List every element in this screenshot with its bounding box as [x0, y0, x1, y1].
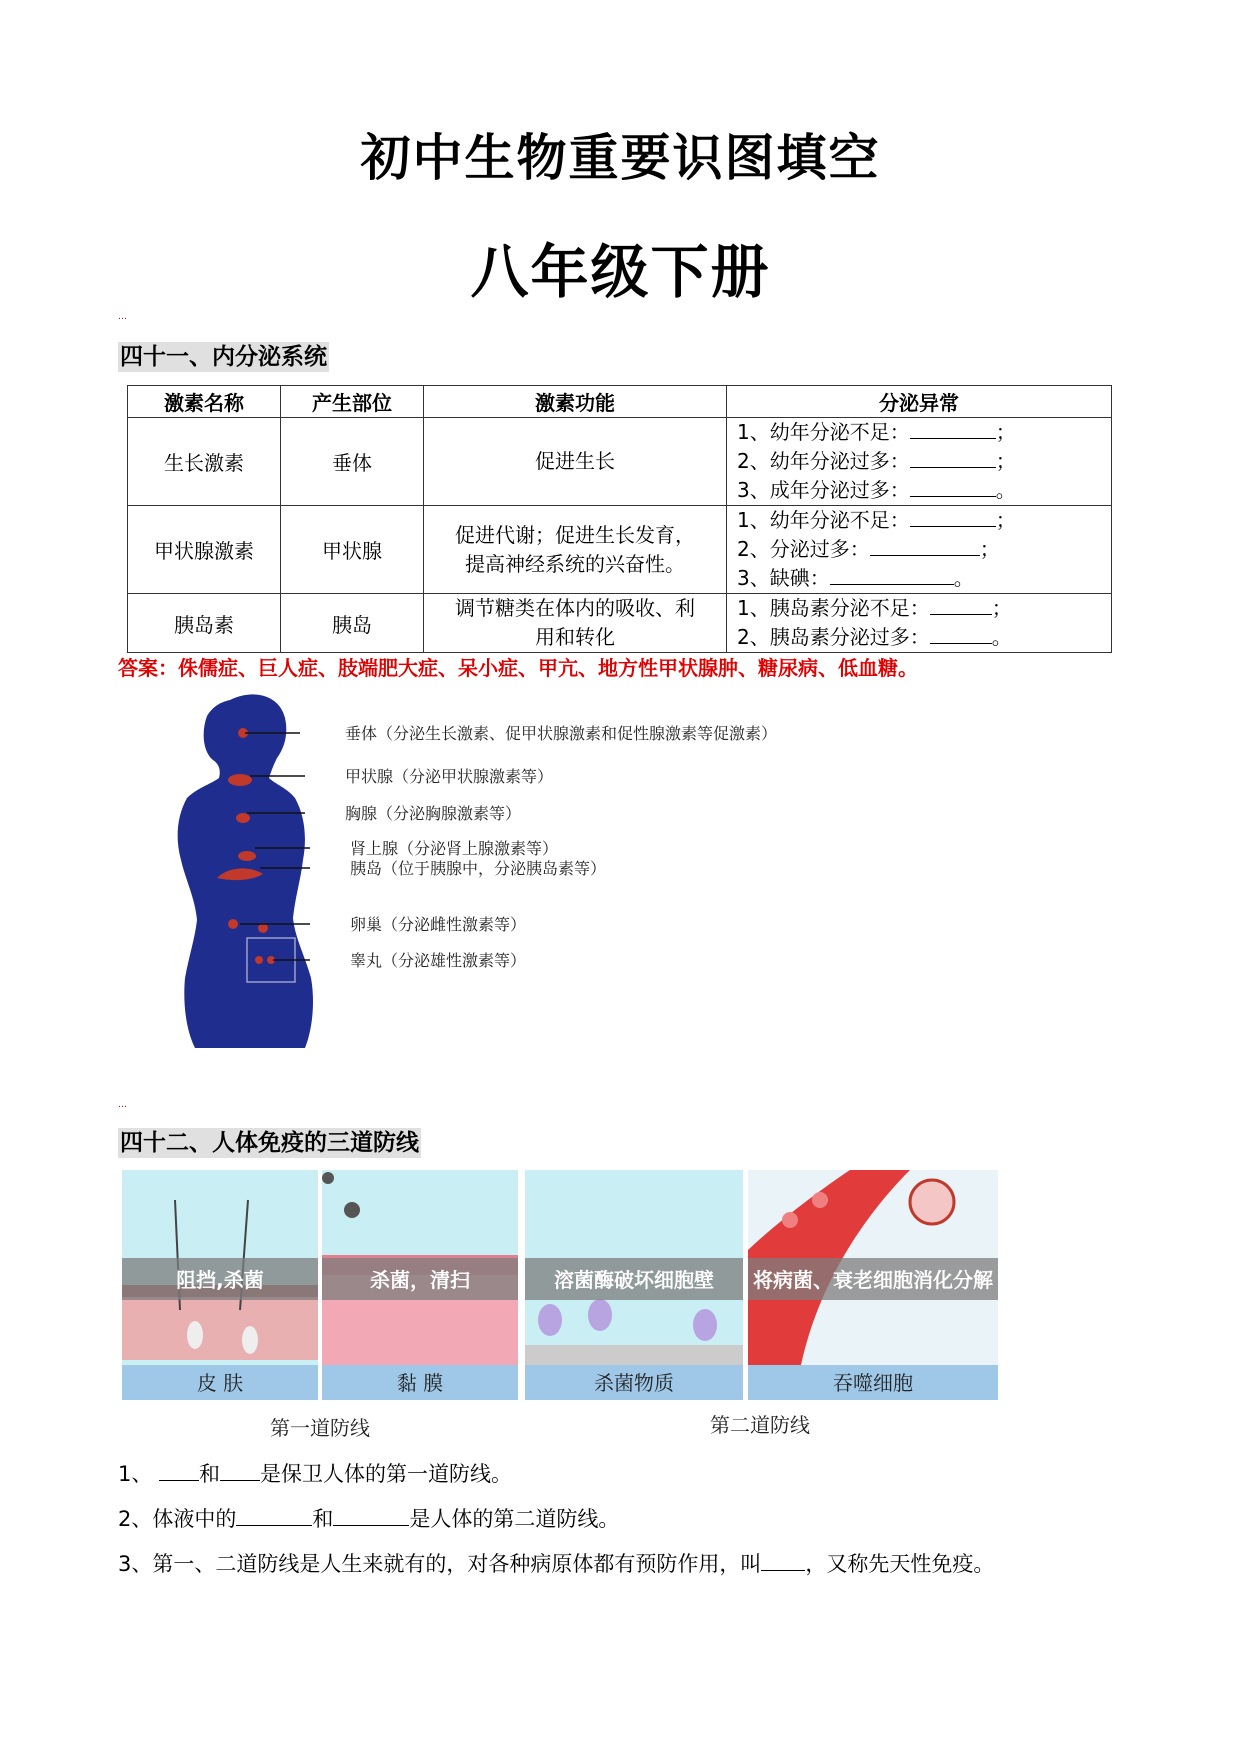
- abnormal-end: 。: [995, 478, 1016, 502]
- table-header-row: [128, 386, 1112, 418]
- cell-site: 垂体: [281, 418, 424, 506]
- abnormal-end: ；: [979, 537, 1000, 561]
- cell-abnormal: [727, 594, 1112, 653]
- question-3: [118, 1548, 994, 1578]
- section-42-heading: 四十二、人体免疫的三道防线: [120, 1130, 419, 1156]
- question-text: 和: [199, 1462, 221, 1486]
- label-thymus: 胸腺（分泌胸腺激素等）: [345, 804, 522, 823]
- abnormal-item: [737, 564, 1105, 593]
- header-site: 产生部位: [281, 386, 424, 418]
- abnormal-text: 3、成年分泌过多：: [737, 478, 910, 502]
- cell-site: 胰岛: [281, 594, 424, 653]
- panel-bactericidal: [525, 1170, 743, 1400]
- label-pancreas: 胰岛（位于胰腺中，分泌胰岛素等）: [350, 859, 607, 878]
- panel-skin: [122, 1170, 318, 1400]
- abnormal-item: [737, 623, 1105, 652]
- answer-text: 答案：侏儒症、巨人症、肢端肥大症、呆小症、甲亢、地方性甲状腺肿、糖尿病、低血糖。: [118, 656, 918, 680]
- label-bactericidal: 杀菌物质: [594, 1371, 674, 1395]
- abnormal-end: ；: [991, 596, 1012, 620]
- label-adrenal: 肾上腺（分泌肾上腺激素等）: [350, 839, 559, 858]
- second-line-label: 第二道防线: [710, 1413, 810, 1437]
- cell-site: 甲状腺: [281, 506, 424, 594]
- abnormal-item: [737, 476, 1105, 505]
- fill-blank[interactable]: [910, 508, 996, 527]
- label-thyroid: 甲状腺（分泌甲状腺激素等）: [345, 767, 554, 786]
- question-text: 2、体液中的: [118, 1507, 237, 1531]
- fill-blank[interactable]: [910, 420, 996, 439]
- question-text: 1、: [118, 1462, 160, 1486]
- header-function: 激素功能: [424, 386, 727, 418]
- abnormal-text: 1、幼年分泌不足：: [737, 508, 910, 532]
- label-mucosa: 黏 膜: [396, 1371, 444, 1395]
- band-skin: 阻挡,杀菌: [176, 1268, 264, 1292]
- label-ovary: 卵巢（分泌雌性激素等）: [350, 915, 527, 934]
- fill-blank[interactable]: [870, 537, 980, 556]
- panel-mucosa: [322, 1170, 518, 1400]
- abnormal-item: [737, 535, 1105, 564]
- label-phagocyte: 吞噬细胞: [833, 1371, 913, 1395]
- table-row: [128, 418, 1112, 506]
- table-row: [128, 506, 1112, 594]
- cell-hormone-name: 胰岛素: [128, 594, 281, 653]
- abnormal-item: [737, 594, 1105, 623]
- label-pituitary: 垂体（分泌生长激素、促甲状腺激素和促性腺激素等促激素）: [345, 724, 778, 743]
- header-abnormal: 分泌异常: [727, 386, 1112, 418]
- paragraph-mark: …: [118, 1100, 127, 1110]
- fill-blank[interactable]: [930, 596, 992, 615]
- section-41-heading: 四十一、内分泌系统: [120, 344, 327, 370]
- function-line: 用和转化: [535, 625, 615, 649]
- fill-blank[interactable]: [910, 478, 996, 497]
- cell-function: [424, 418, 727, 506]
- abnormal-item: [737, 506, 1105, 535]
- question-1: [118, 1458, 512, 1488]
- fill-blank[interactable]: [333, 1507, 409, 1526]
- first-line-label: 第一道防线: [270, 1416, 370, 1440]
- hormone-table: [127, 385, 1112, 653]
- question-text: 是人体的第二道防线。: [409, 1507, 620, 1531]
- question-text: 和: [312, 1507, 334, 1531]
- function-line: 提高神经系统的兴奋性。: [465, 551, 685, 576]
- thyroid-gland: [228, 774, 252, 786]
- abnormal-text: 1、胰岛素分泌不足：: [737, 596, 930, 620]
- label-testis: 睾丸（分泌雄性激素等）: [350, 951, 527, 970]
- fill-blank[interactable]: [220, 1462, 260, 1481]
- abnormal-text: 1、幼年分泌不足：: [737, 420, 910, 444]
- function-line: 调节糖类在体内的吸收、利: [455, 596, 695, 620]
- testis: [255, 956, 263, 964]
- fill-blank[interactable]: [159, 1462, 199, 1481]
- abnormal-text: 3、缺碘：: [737, 566, 830, 590]
- abnormal-end: 。: [991, 625, 1012, 649]
- label-skin: 皮 肤: [196, 1371, 244, 1395]
- abnormal-end: ；: [995, 449, 1016, 473]
- cell-hormone-name: 甲状腺激素: [128, 506, 281, 594]
- endocrine-figure: [155, 688, 805, 1048]
- fill-blank[interactable]: [236, 1507, 312, 1526]
- fill-blank[interactable]: [761, 1552, 805, 1571]
- question-text: ，又称先天性免疫。: [805, 1552, 995, 1576]
- function-line: 促进生长: [535, 449, 615, 473]
- band-mucosa: 杀菌，清扫: [370, 1268, 470, 1292]
- abnormal-text: 2、胰岛素分泌过多：: [737, 625, 930, 649]
- cell-function: [424, 506, 727, 594]
- abnormal-text: 2、幼年分泌过多：: [737, 449, 910, 473]
- band-bactericidal: 溶菌酶破坏细胞壁: [554, 1268, 714, 1292]
- adrenal-gland: [238, 851, 256, 861]
- immune-defense-figure: [120, 1160, 1040, 1440]
- question-text: 3、第一、二道防线是人生来就有的，对各种病原体都有预防作用，叫: [118, 1552, 762, 1576]
- abnormal-text: 2、分泌过多：: [737, 537, 870, 561]
- abnormal-item: [737, 418, 1105, 447]
- germ-icon: [344, 1202, 360, 1218]
- table-row: [128, 594, 1112, 653]
- fill-blank[interactable]: [910, 449, 996, 468]
- abnormal-end: 。: [953, 566, 974, 590]
- abnormal-item: [737, 447, 1105, 476]
- cell-abnormal: [727, 506, 1112, 594]
- page-subtitle: 八年级下册: [470, 238, 771, 306]
- ovary: [228, 919, 238, 929]
- fill-blank[interactable]: [830, 566, 954, 585]
- paragraph-mark: …: [118, 312, 127, 322]
- question-text: 是保卫人体的第一道防线。: [260, 1462, 513, 1486]
- germ-icon: [322, 1172, 334, 1184]
- fill-blank[interactable]: [930, 625, 992, 644]
- page-title: 初中生物重要识图填空: [360, 129, 881, 187]
- header-hormone-name: 激素名称: [128, 386, 281, 418]
- function-line: 促进代谢；促进生长发育，: [455, 522, 695, 547]
- abnormal-end: ；: [995, 508, 1016, 532]
- cell-abnormal: [727, 418, 1112, 506]
- panel-phagocyte: [748, 1170, 998, 1400]
- cell-hormone-name: 生长激素: [128, 418, 281, 506]
- question-2: [118, 1503, 619, 1533]
- cell-function: [424, 594, 727, 653]
- band-phagocyte: 将病菌、衰老细胞消化分解: [753, 1268, 993, 1292]
- abnormal-end: ；: [995, 420, 1016, 444]
- thymus-gland: [236, 813, 250, 823]
